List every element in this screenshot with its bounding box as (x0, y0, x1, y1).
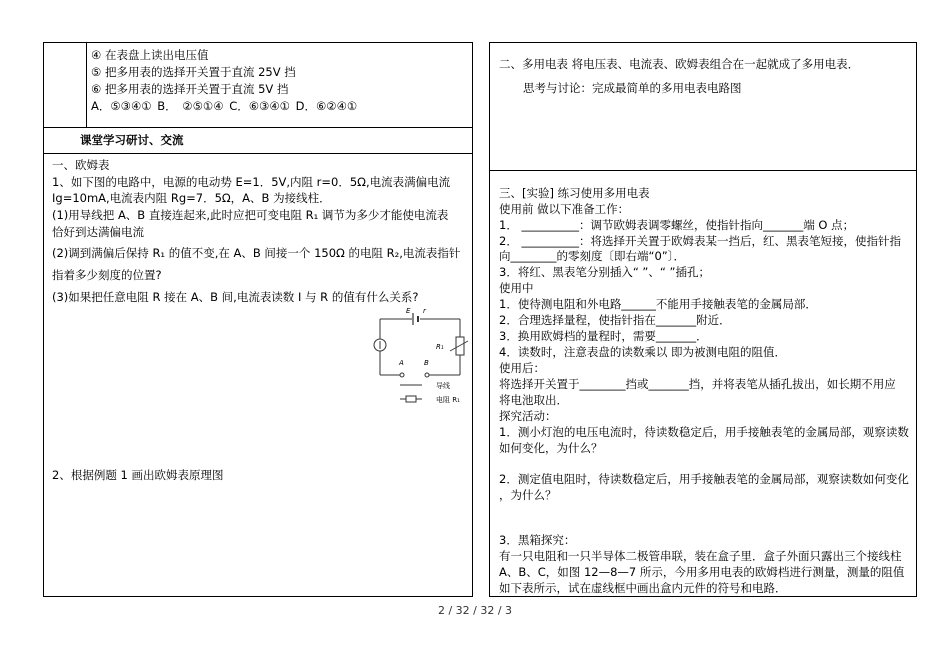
left-table-divider-h2 (43, 153, 473, 154)
during-2: 2．合理选择量程，使指针指在_______附近． (499, 313, 731, 327)
ohm-title: 一、欧姆表 (52, 158, 110, 172)
step3: 3．将红、黑表笔分别插入“ ”、“ ”插孔； (499, 265, 710, 279)
s2-think: 思考与讨论：完成最简单的多用电表电路图 (523, 81, 742, 95)
s2-title: 二、多用电表 将电压表、电流表、欧姆表组合在一起就成了多用电表． (499, 57, 860, 71)
explore-3b: A、B、C，如图 12—8—7 所示，今用多用电表的欧姆档进行测量，测量的阻值 (499, 565, 905, 579)
after-1: 将选择开关置于________挡或_______挡，并将表笔从插孔拔出，如长期不用应 (499, 377, 896, 391)
during-1: 1．使待测电阻和外电路______不能用手接触表笔的金属局部． (499, 297, 817, 311)
during-3: 3．换用欧姆档的量程时，需要_______． (499, 329, 708, 343)
legend-resistor: 电阻 R₁ (436, 396, 460, 404)
label-B: B (424, 359, 429, 367)
option-6: ⑥ 把多用表的选择开关置于直流 5V 挡 (91, 82, 289, 96)
option-4: ④ 在表盘上读出电压值 (91, 48, 209, 62)
q1c: (3)如果把任意电阻 R 接在 A、B 间,电流表读数 I 与 R 的值有什么关系? (52, 290, 419, 304)
q2: 2、根据例题 1 画出欧姆表原理图 (52, 468, 224, 482)
label-r: r (423, 307, 426, 315)
explore-3: 3．黑箱探究： (499, 533, 576, 547)
s3-title: 三、[实验] 练习使用多用电表 (499, 186, 650, 200)
circuit-diagram (372, 305, 470, 407)
left-table-divider-v (86, 42, 87, 128)
terminal-B (425, 373, 429, 377)
page-footer: 2 / 32 / 32 / 3 (437, 604, 513, 617)
label-E: E (406, 307, 411, 315)
step2a: 2． __________：将选择开关置于欧姆表某一挡后，红、黑表笔短接，使指针指 (499, 234, 901, 248)
answer-choices: A．⑤③④① B． ②⑤①④ C．⑥③④① D．⑥②④① (91, 99, 358, 113)
explore-1b: 如何变化，为什么？ (499, 441, 603, 455)
step1: 1． __________：调节欧姆表调零螺丝，使指针指向_______端 O 点； (499, 218, 855, 232)
q1a-line1: (1)用导线把 A、B 直接连起来,此时应把可变电阻 R₁ 调节为多少才能使电流表 (52, 208, 449, 222)
explore-3c: 如下表所示，试在虚线框中画出盒内元件的符号和电路． (499, 581, 787, 595)
explore-title: 探究活动： (499, 409, 557, 423)
explore-1a: 1．测小灯泡的电压电流时，待读数稳定后，用手接触表笔的金属局部，观察读数 (499, 425, 909, 439)
during-use: 使用中 (499, 281, 534, 295)
variable-resistor (456, 337, 464, 355)
after-2: 将电池取出． (499, 393, 568, 407)
section-title: 课堂学习研讨、交流 (80, 133, 184, 147)
step2b: 向________的零刻度〔即右端“0”〕． (499, 249, 685, 263)
q1-line2: Ig=10mA,电流表内阻 Rg=7．5Ω，A、B 为接线柱． (52, 191, 331, 205)
label-R1: R₁ (436, 343, 444, 351)
right-table-divider-h (489, 170, 917, 171)
label-A: A (399, 359, 404, 367)
after-use: 使用后： (499, 361, 545, 375)
option-5: ⑤ 把多用表的选择开关置于直流 25V 挡 (91, 65, 296, 79)
legend-wire: 导线 (436, 382, 450, 390)
explore-2a: 2．测定值电阻时，待读数稳定后，用手接触表笔的金属局部，观察读数如何变化 (499, 472, 909, 486)
before-use: 使用前 做以下准备工作： (499, 202, 630, 216)
legend-resistor-box (406, 396, 416, 402)
q1a-line2: 恰好到达满偏电流 (52, 225, 144, 239)
q1b-line2: 指着多少刻度的位置? (52, 268, 162, 282)
explore-2b: ，为什么？ (499, 488, 557, 502)
q1-line1: 1、如下图的电路中，电源的电动势 E=1．5V,内阻 r=0．5Ω,电流表满偏电流 (52, 175, 451, 189)
q1b-line1: (2)调到满偏后保持 R₁ 的值不变,在 A、B 间接一个 150Ω 的电阻 R₂,电流表指针 (52, 246, 461, 260)
terminal-A (400, 373, 404, 377)
left-table-divider-h1 (43, 127, 473, 128)
explore-3a: 有一只电阻和一只半导体二极管串联，装在盒子里．盒子外面只露出三个接线柱 (499, 549, 902, 563)
during-4: 4．读数时，注意表盘的读数乘以 即为被测电阻的阻值． (499, 345, 786, 359)
